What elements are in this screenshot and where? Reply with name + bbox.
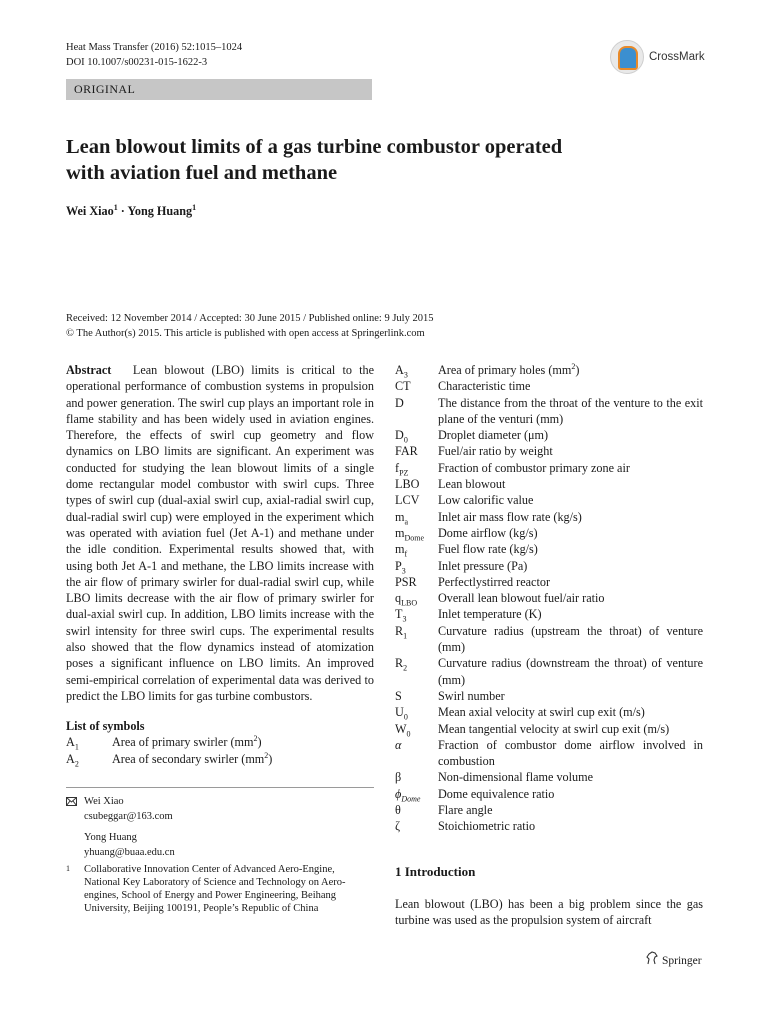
- symbol: $T_3$: [395, 607, 407, 624]
- symbol-description: Non-dimensional flame volume: [438, 770, 594, 785]
- symbol-description: Low calorific value: [438, 493, 534, 508]
- symbol-description: The distance from the throat of the venture to the exit plane of the venturi (mm): [438, 395, 703, 426]
- symbol-row: [395, 541, 703, 557]
- symbol-description: Dome airflow (kg/s): [438, 525, 538, 540]
- symbol-row: [395, 802, 703, 818]
- symbol-description: Perfectlystirred reactor: [438, 574, 550, 589]
- symbol-row: [395, 476, 703, 492]
- publisher-name: Springer: [662, 954, 702, 967]
- symbol-description: Mean tangential velocity at swirl cup exit (m/s): [438, 721, 670, 736]
- symbol: D: [395, 395, 404, 410]
- symbol: $m_a$: [395, 509, 409, 527]
- symbol: $A_1$: [66, 735, 79, 752]
- symbol-description: Area of primary holes $(mm^2)$: [438, 361, 580, 377]
- symbol: PSR: [395, 574, 417, 589]
- symbol-description: Area of secondary swirler $(mm^2)$: [112, 750, 273, 766]
- symbol: θ: [395, 803, 401, 818]
- symbol-description: Characteristic time: [438, 379, 531, 394]
- symbol-row: [395, 655, 703, 688]
- symbol: β: [395, 770, 402, 785]
- symbol: $A_2$: [66, 751, 79, 769]
- license-line: © The Author(s) 2015. This article is published with open access at Springerlink.com: [66, 328, 425, 339]
- symbol-description: Mean axial velocity at swirl cup exit (m/s): [438, 705, 645, 720]
- symbol-row: [395, 623, 703, 656]
- footnote-divider: [66, 787, 374, 788]
- symbol: $\phi_{Dome}$: [395, 786, 421, 804]
- contact-email[interactable]: csubeggar@163.com: [84, 811, 173, 822]
- symbol: S: [395, 688, 402, 703]
- symbol-description: Inlet temperature (K): [438, 607, 542, 622]
- symbol: LCV: [395, 493, 420, 508]
- author-affiliation-marker: 1: [113, 202, 118, 212]
- doi[interactable]: DOI 10.1007/s00231-015-1622-3: [66, 57, 208, 68]
- symbol: $D_0$: [395, 428, 408, 445]
- author-separator: ·: [117, 204, 128, 218]
- symbol-row: [395, 786, 703, 802]
- symbol-list-right: [395, 362, 703, 835]
- symbol: α: [395, 737, 402, 752]
- symbol-description: Swirl number: [438, 688, 505, 703]
- symbol-description: Stoichiometric ratio: [438, 819, 536, 834]
- introduction-text: Lean blowout (LBO) has been a big problem since the gas turbine was used as the propulsion system of aircraft: [395, 897, 703, 928]
- symbol-row: [395, 704, 703, 720]
- symbol-description: Dome equivalence ratio: [438, 786, 555, 801]
- envelope-icon: [66, 794, 84, 860]
- author-name[interactable]: Wei Xiao: [66, 204, 114, 218]
- symbol: $P_3$: [395, 558, 406, 575]
- abstract-text: Lean blowout (LBO) limits is critical to the operational performance of combustion systems in propulsion and power generation. The swirl cup plays an important role in flame stability and has been widely used in aviation engines. Therefore, the effects of swirl cup geometry and flow dynamics on LBO limits are significant. An experiment was conducted for studying the lean blowout limits of a single dome rectangular model combustor with swirl cups. Three types of swirl cup (dual-axial swirl cup, axial-radial swirl cup, dual-radial swirl cup) were employed in the experiment which was operated with aviation fuel (Jet A-1) and methane under the idle condition. Experimental results showed that, with using both Jet A-1 and methane, the LBO limits increase with the air flow of primary swirler for dual-radial swirl cup, while LBO limits decrease with the air flow of primary swirler for dual-axial swirl cup. In addition, LBO limits increase with the swirl intensity for three swirl cups. The experimental results also showed that the flow dynamics instead of atomization poses a significant influence on LBO limits. An improved semi-empirical correlation of experimental data was derived to predict the LBO limits for gas turbine combustors.: [66, 363, 374, 703]
- affiliation-marker: 1: [66, 864, 70, 873]
- symbol-row: [395, 606, 703, 622]
- author-name[interactable]: Yong Huang: [127, 204, 193, 218]
- symbol: CT: [395, 379, 411, 394]
- symbol-row: [395, 525, 703, 541]
- symbol-row: [395, 460, 703, 476]
- symbol-row: [395, 769, 703, 785]
- symbol: FAR: [395, 444, 418, 459]
- affiliation-text: Collaborative Innovation Center of Advanced Aero-Engine, National Key Laboratory of Science and Technology on Aero-engines, School of Energy and Power Engineering, Beihang University, Beijing 100191, People’s Republic of China: [84, 864, 346, 914]
- article-title: [66, 134, 626, 186]
- symbol-row: [395, 427, 703, 443]
- symbol: LBO: [395, 477, 420, 492]
- symbol: $q_{LBO}$: [395, 591, 418, 608]
- author-affiliation-marker: 1: [192, 202, 197, 212]
- symbol-description: Flare angle: [438, 803, 493, 818]
- symbol-row: [395, 721, 703, 737]
- symbol-description: Fraction of combustor primary zone air: [438, 460, 630, 475]
- symbol-description: Inlet air mass flow rate (kg/s): [438, 509, 582, 524]
- symbol: $f_{PZ}$: [395, 460, 409, 478]
- author-line: [66, 204, 196, 219]
- symbol: $A_3$: [395, 363, 408, 380]
- symbol-description: Area of primary swirler $(mm^2)$: [112, 734, 262, 750]
- crossmark-label: CrossMark: [649, 51, 705, 63]
- affiliation: [66, 863, 366, 915]
- symbol-description: Fuel/air ratio by weight: [438, 444, 553, 459]
- title-line-2: with aviation fuel and methane: [66, 162, 338, 184]
- title-line-1: Lean blowout limits of a gas turbine combustor operated: [66, 136, 563, 158]
- symbol-row: [395, 362, 703, 378]
- symbol-description: Inlet pressure (Pa): [438, 558, 528, 573]
- symbol-row: [66, 734, 374, 750]
- symbol-row: [395, 737, 703, 770]
- springer-horse-icon: [646, 951, 658, 970]
- symbol-row: [395, 492, 703, 508]
- symbol: $R_1$: [395, 623, 408, 641]
- symbol-row: [395, 688, 703, 704]
- crossmark-icon: [610, 40, 644, 74]
- symbol-description: Droplet diameter (μm): [438, 428, 549, 443]
- section-badge: ORIGINAL: [66, 79, 372, 100]
- abstract-label: Abstract: [66, 363, 112, 377]
- symbol-row: [395, 558, 703, 574]
- publication-dates: Received: 12 November 2014 / Accepted: 30 June 2015 / Published online: 9 July 2015: [66, 313, 434, 324]
- abstract: [66, 362, 374, 704]
- symbol-row: [395, 818, 703, 834]
- section-heading-introduction: 1 Introduction: [395, 864, 476, 879]
- symbol: $m_{Dome}$: [395, 525, 425, 543]
- symbol-row: [395, 443, 703, 459]
- symbol: $m_f$: [395, 542, 408, 559]
- symbol-row: [66, 751, 374, 767]
- symbol: $W_0$: [395, 721, 411, 738]
- symbol-description: Curvature radius (downstream the throat) of venture (mm): [438, 656, 703, 687]
- symbol-description: Curvature radius (upstream the throat) of venture (mm): [438, 623, 703, 655]
- symbol: $U_0$: [395, 705, 408, 722]
- symbol-row: [395, 574, 703, 590]
- symbol-row: [395, 395, 703, 428]
- symbol-description: Fraction of combustor dome airflow involved in combustion: [438, 737, 703, 769]
- symbol-row: [395, 378, 703, 394]
- contact-name: Wei Xiao: [84, 796, 124, 807]
- symbol: $R_2$: [395, 656, 408, 673]
- contact-email[interactable]: yhuang@buaa.edu.cn: [84, 847, 175, 858]
- correspondence: [66, 794, 366, 860]
- contact-name: Yong Huang: [84, 832, 137, 843]
- symbol-description: Lean blowout: [438, 477, 506, 492]
- symbol-row: [395, 509, 703, 525]
- crossmark-badge[interactable]: [610, 40, 705, 74]
- symbol-list-left: [66, 718, 374, 767]
- symbol-description: Overall lean blowout fuel/air ratio: [438, 591, 605, 606]
- symbol-description: Fuel flow rate (kg/s): [438, 542, 538, 557]
- journal-citation: Heat Mass Transfer (2016) 52:1015–1024: [66, 42, 243, 53]
- publisher-logo[interactable]: [646, 951, 702, 970]
- symbol: ζ: [395, 819, 401, 834]
- symbol-list-heading: List of symbols: [66, 719, 145, 733]
- symbol-row: [395, 590, 703, 606]
